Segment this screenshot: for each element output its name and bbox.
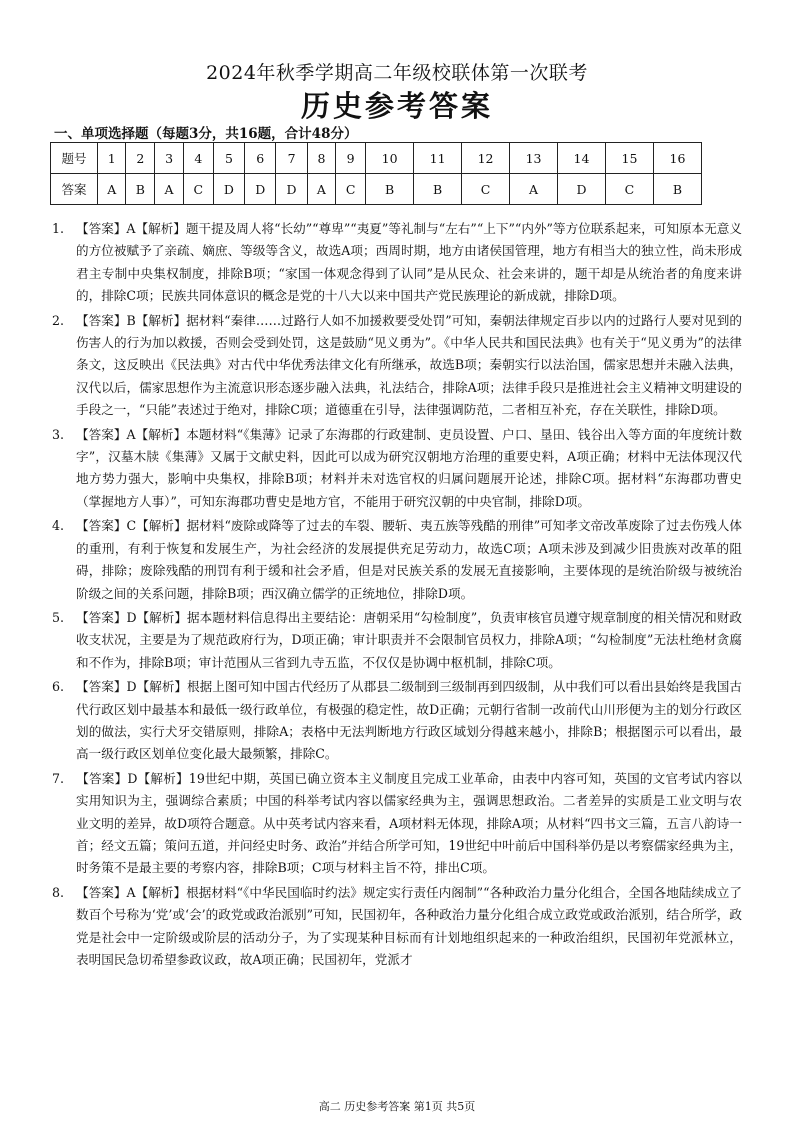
explanation-list	[52, 218, 742, 973]
question-number-cell: 12	[462, 143, 510, 174]
question-number-cell: 10	[366, 143, 414, 174]
explanation-item	[52, 310, 742, 422]
answer-cell: A	[510, 174, 558, 205]
answer-cell: C	[605, 174, 653, 205]
question-number-cell: 13	[510, 143, 558, 174]
item-text: 【答案】A【解析】根据材料“《中华民国临时约法》规定实行责任内阁制”“各种政治力量分化组合，全国各地陆续成立了数百个号称为‘党’或‘会’的政党或政治派别”可知，民国初年，各种政治力量分化组合成立政党或政治派别，结合所学，政党是社会中一定阶级或阶层的活动分子，为了实现某种目标而有计划地组织起来的一种政治组织，民国初年党派林立，表明国民急切希望参政议政，故A项正确；民国初年，党派才	[76, 884, 742, 967]
item-text: 【答案】D【解析】据本题材料信息得出主要结论：唐朝采用“勾检制度”，负责审核官员遵守规章制度的相关情况和财政收支状况，主要是为了规范政府行为，D项正确；审计职责并不会限制官员权力，排除A项；“勾检制度”无法杜绝材贪腐和不作为，排除B项；审计范围从三省到九寺五监，不仅仅是协调中枢机制，排除C项。	[76, 609, 742, 670]
question-number-cell: 7	[276, 143, 307, 174]
row-label-answer: 答案	[51, 174, 98, 205]
question-number-cell: 6	[245, 143, 276, 174]
item-number: 1.	[52, 221, 65, 236]
item-text: 【答案】C【解析】据材料“废除或降等了过去的车裂、腰斩、夷五族等残酷的刑律”可知孝文帝改革废除了过去伤残人体的重刑，有利于恢复和发展生产，为社会经济的发展提供充足劳动力，故选C项；A项未涉及到减少旧贵族对改革的阻碍，排除；废除残酷的刑罚有利于缓和社会矛盾，但是对民族关系的发展无直接影响，主要体现的是统治阶级与被统治阶级之间的关系问题，排除B项；西汉确立儒学的正统地位，排除D项。	[76, 518, 742, 601]
answer-cell: B	[366, 174, 414, 205]
item-text: 【答案】A【解析】本题材料“《集薄》记录了东海郡的行政建制、吏员设置、户口、垦田、钱谷出入等方面的年度统计数字”，汉墓木牍《集薄》又属于文献史料，因此可以成为研究汉朝地方治理的重要史料，A项正确；材料中无法体现汉代地方势力强大，影响中央集权，排除B项；材料并未对选官权的归属问题展开论述，排除C项。据材料“东海郡功曹史（掌握地方人事）”，可知东海郡功曹史是地方官，不能用于研究汉朝的中央官制，排除D项。	[76, 426, 742, 509]
row-label-question: 题号	[51, 143, 98, 174]
item-number: 7.	[52, 770, 65, 786]
question-number-cell: 3	[155, 143, 183, 174]
answer-cell: D	[558, 174, 606, 205]
answer-cell: C	[183, 174, 213, 205]
answer-cell: D	[213, 174, 244, 205]
explanation-item	[52, 218, 742, 308]
answer-cell: C	[462, 174, 510, 205]
exam-title: 2024年秋季学期高二年级校联体第一次联考	[206, 62, 588, 84]
question-number-cell: 16	[653, 143, 701, 174]
explanation-item	[52, 768, 742, 880]
question-number-cell: 2	[126, 143, 155, 174]
item-number: 5.	[52, 609, 65, 625]
question-number-cell: 1	[98, 143, 126, 174]
explanation-item	[52, 515, 742, 605]
answer-row	[51, 174, 702, 205]
explanation-item	[52, 676, 742, 766]
item-text: 【答案】A【解析】题干提及周人将“长幼”“尊卑”“夷夏”等礼制与“左右”“上下”“内外”等方位联系起来，可知原本无意义的方位被赋予了亲疏、嫡庶、等级等含义，故选A项；西周时期，地方由诸侯国管理，地方有相当大的独立性，尚未形成君主专制中央集权制度，排除B项；“家国一体观念得到了认同”是从民众、社会来讲的，题干却是从统治者的角度来讲的，排除C项；民族共同体意识的概念是党的十八大以来中国共产党民族理论的新成就，排除D项。	[76, 221, 742, 304]
answer-cell: B	[126, 174, 155, 205]
item-number: 2.	[52, 312, 65, 328]
answer-cell: A	[98, 174, 126, 205]
explanation-item	[52, 882, 742, 972]
explanation-item	[52, 424, 742, 514]
question-number-cell: 11	[414, 143, 462, 174]
item-text: 【答案】B【解析】据材料“秦律……过路行人如不加援救要受处罚”可知，秦朝法律规定百步以内的过路行人要对见到的伤害人的行为加以救援，否则会受到处罚，这是鼓励“见义勇为”。《中华人民共和国民法典》也有关于“见义勇为”的法律条文，这反映出《民法典》对古代中华优秀法律文化有所继承，故选B项；秦朝实行以法治国，儒家思想并未融入法典，汉代以后，儒家思想作为主流意识形态逐步融入法典，礼法结合，排除A项；法律手段只是推进社会主义精神文明建设的手段之一，“只能”表述过于绝对，排除C项；道德重在引导，法律强调防范，二者相互补充，存在关联性，排除D项。	[76, 312, 742, 418]
item-number: 8.	[52, 884, 65, 900]
question-number-cell: 5	[213, 143, 244, 174]
question-number-cell: 8	[307, 143, 335, 174]
item-number: 6.	[52, 679, 65, 695]
item-number: 4.	[52, 518, 65, 534]
item-text: 【答案】D【解析】根据上图可知中国古代经历了从郡县二级制到三级制再到四级制，从中我们可以看出县始终是我国古代行政区划中最基本和最低一级行政单位，有极强的稳定性，故D正确；元朝行省制一改前代山川形便为主的划分行政区划的做法，实行犬牙交错原则，排除A；表格中无法判断地方行政区域划分得越来越小，排除B；根据图示可以看出，最高一级行政区划单位变化最大最频繁，排除C。	[76, 679, 742, 762]
question-number-cell: 14	[558, 143, 606, 174]
answer-cell: A	[307, 174, 335, 205]
answer-cell: C	[336, 174, 366, 205]
answer-table	[50, 142, 702, 205]
answer-cell: B	[653, 174, 701, 205]
question-number-cell: 4	[183, 143, 213, 174]
answer-cell: D	[245, 174, 276, 205]
question-number-cell: 9	[336, 143, 366, 174]
section-heading: 一、单项选择题（每题3分，共16题，合计48分）	[54, 126, 358, 142]
item-text: 【答案】D【解析】19世纪中期，英国已确立资本主义制度且完成工业革命，由表中内容可知，英国的文官考试内容以实用知识为主，强调综合素质；中国的科举考试内容以儒家经典为主，强调思想政治。二者差异的实质是工业文明与农业文明的差异，故D项符合题意。从中英考试内容来看，A项材料无体现，排除A项；从材料“四书文三篇，五言八韵诗一首；经文五篇；策问五道，并问经史时务、政治”并结合所学可知，19世纪中叶前后中国科举仍是以考察儒家经典为主，时务策不是最主要的考察内容，排除B项；C项与材料主旨不符，排出C项。	[76, 770, 742, 876]
answer-cell: B	[414, 174, 462, 205]
item-number: 3.	[52, 426, 65, 442]
question-number-cell: 15	[605, 143, 653, 174]
answer-cell: D	[276, 174, 307, 205]
explanation-item	[52, 607, 742, 674]
subject-title: 历史参考答案	[300, 89, 493, 123]
answer-cell: A	[155, 174, 183, 205]
question-number-row	[51, 143, 702, 174]
page-footer: 高二 历史参考答案 第1页 共5页	[318, 1100, 476, 1113]
